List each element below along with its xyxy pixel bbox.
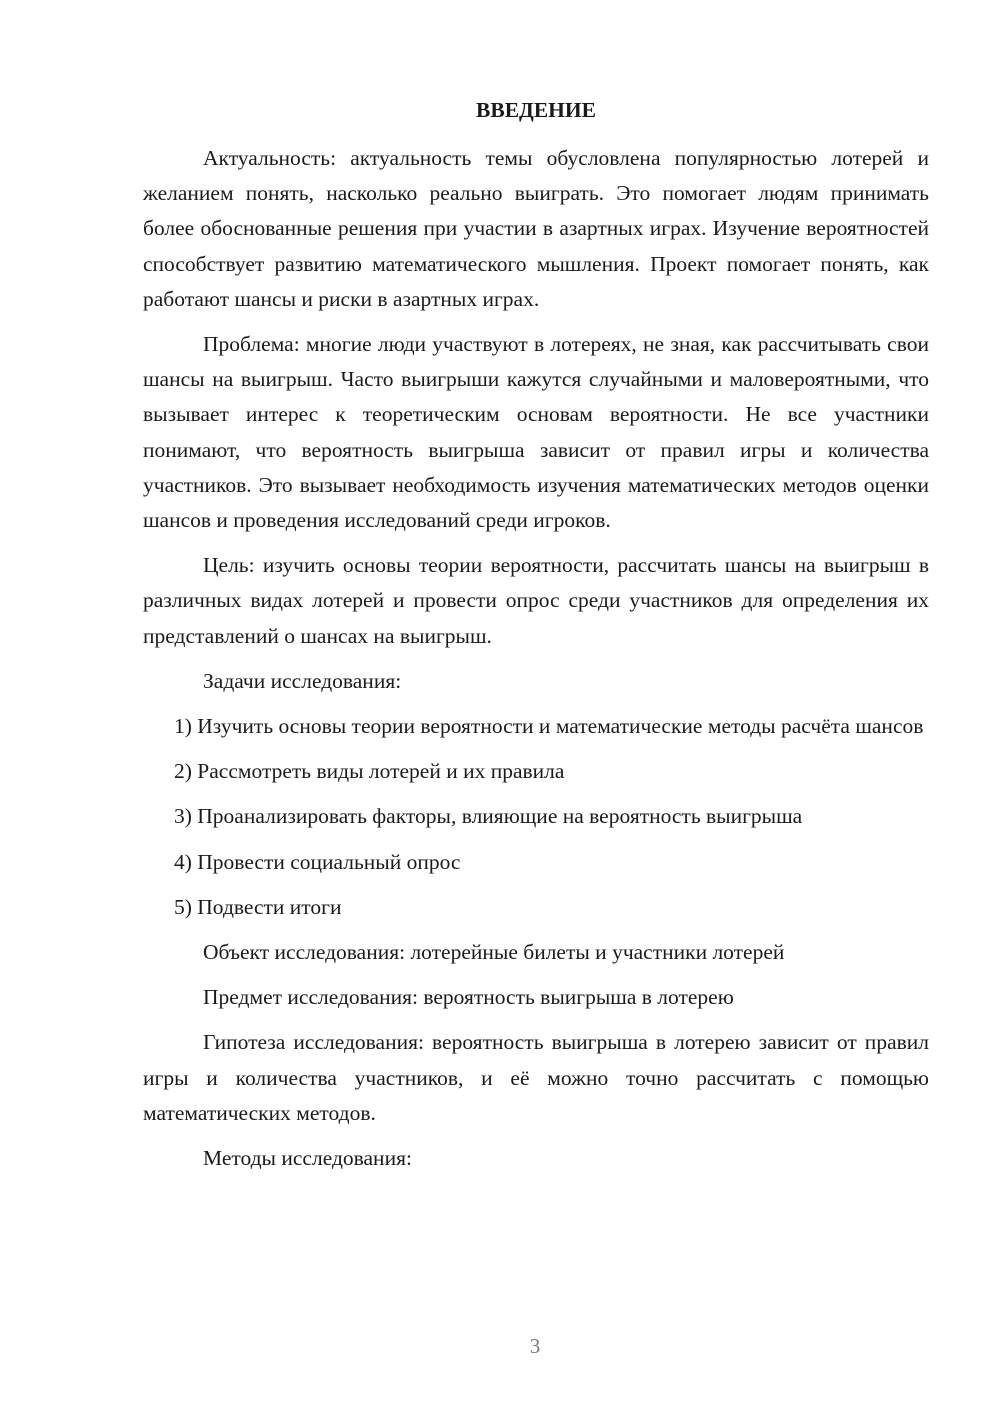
paragraph-subject: Предмет исследования: вероятность выигрыша в лотерею xyxy=(203,985,734,1010)
paragraph-object: Объект исследования: лотерейные билеты и участники лотерей xyxy=(203,940,785,965)
paragraph-goal: Цель: изучить основы теории вероятности, рассчитать шансы на выигрыш в различных видах лотерей и провести опрос среди участников для определения их представлений о шансах на выигрыш. xyxy=(143,553,929,648)
page-content xyxy=(143,93,929,1186)
task-item: 5) Подвести итоги xyxy=(174,894,342,919)
methods-heading: Методы исследования: xyxy=(203,1146,412,1171)
tasks-heading: Задачи исследования: xyxy=(203,668,402,693)
task-item: 4) Провести социальный опрос xyxy=(174,849,461,874)
task-item: 1) Изучить основы теории вероятности и математические методы расчёта шансов xyxy=(174,714,924,739)
task-item: 2) Рассмотреть виды лотерей и их правила xyxy=(174,759,565,784)
section-title: ВВЕДЕНИЕ xyxy=(476,98,596,122)
task-item: 3) Проанализировать факторы, влияющие на вероятность выигрыша xyxy=(174,804,803,829)
paragraph-hypothesis: Гипотеза исследования: вероятность выигрыша в лотерею зависит от правил игры и количества участников, и её можно точно рассчитать с помощью математических методов. xyxy=(143,1030,929,1125)
page-number: 3 xyxy=(529,1334,541,1358)
paragraph-relevance: Актуальность: актуальность темы обусловлена популярностью лотерей и желанием понять, насколько реально выиграть. Это помогает людям принимать более обоснованные решения при участии в азартных играх. Изучение вероятностей способствует развитию математического мышления. Проект помогает понять, как работают шансы и риски в азартных играх. xyxy=(143,146,929,311)
paragraph-problem: Проблема: многие люди участвуют в лотереях, не зная, как рассчитывать свои шансы на выигрыш. Часто выигрыши кажутся случайными и маловероятными, что вызывает интерес к теоретическим основам вероятности. Не все участники понимают, что вероятность выигрыша зависит от правил игры и количества участников. Это вызывает необходимость изучения математических методов оценки шансов и проведения исследований среди игроков. xyxy=(143,332,929,533)
